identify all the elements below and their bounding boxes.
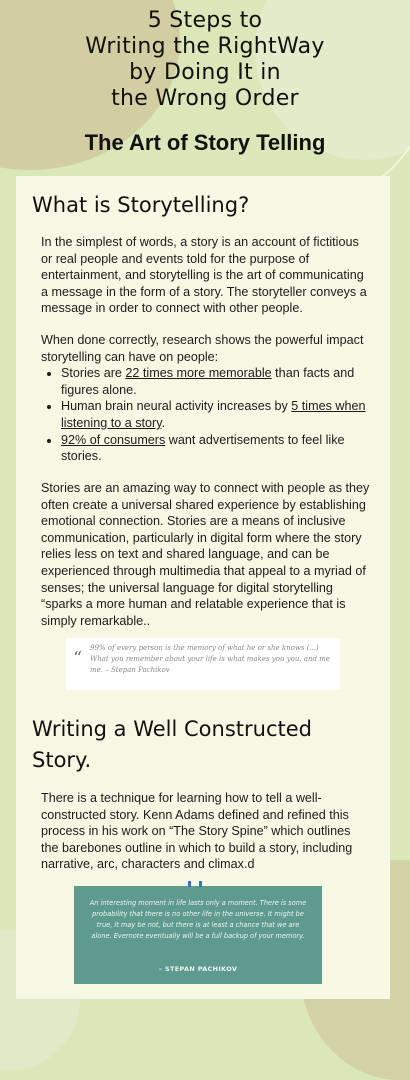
title-line: the Wrong Order [111,86,299,111]
paragraph: There is a technique for learning how to tell a well-constructed story. Kenn Adams defined and refined this process in his work on “The Story Spine” which outlines the barebones outline in which to build a story, including narrative, arc, characters and climax.d [41,791,353,872]
section-heading: What is Storytelling? [32,193,250,217]
stat-link[interactable]: 92% of consumers [61,432,166,447]
quote-mark-icon: “ [73,648,83,669]
quote-mark-icon [188,881,202,887]
quote-block [66,638,340,690]
quote-text: 99% of every person is the memory of what he or she knows (...) What you remember about your life is what makes you you, and me me. – Stepan Pachikov [90,644,330,674]
title-line: by Doing It in [129,60,281,85]
paragraph-with-list [41,332,371,465]
quote-text: An interesting moment in life lasts only a moment. There is some probability that there is no other life in the universe. It might be true, it may be not, but there is at least a chance that we are alone. Evernote eventually will be a full backup of your memory. [89,899,307,940]
stats-list [41,365,371,465]
page-subtitle: The Art of Story Telling [84,130,326,155]
list-item: • Stories are 22 times more memorable than facts and figures alone. [61,365,371,398]
section-heading: Writing a Well Constructed Story. [32,717,312,772]
content-card [16,176,390,999]
list-item: • Human brain neural activity increases by 5 times when listening to a story. [61,398,371,431]
stat-link[interactable]: 22 times more memorable [125,366,272,381]
paragraph: When done correctly, research shows the powerful impact storytelling can have on people: [41,333,364,364]
list-item: • 92% of consumers want advertisements to feel like stories. [61,432,371,465]
title-line: 5 Steps to [147,8,263,33]
page-title [0,8,410,112]
quote-image [74,886,322,984]
paragraph: Stories are an amazing way to connect with people as they often create a universal shared experience by establishing emotional connection. Stories are a means of inclusive communication, particularly in digital form where the story relies less on text and shared language, and can be experienced through multimedia that appeal to a myriad of senses; the universal language for digital storytelling “sparks a more human and relatable experience that is simply remarkable.. [41,481,370,628]
quote-author: – STEPAN PACHIKOV [158,965,238,973]
stat-link[interactable]: 5 times when listening to a story [61,399,366,430]
paragraph: In the simplest of words, a story is an account of fictitious or real people and events told for the purpose of entertainment, and storytelling is the art of communicating a message in the form of a story. The storyteller conveys a message in order to connect with other people. [41,235,367,316]
title-line: Writing the RightWay [85,34,325,59]
